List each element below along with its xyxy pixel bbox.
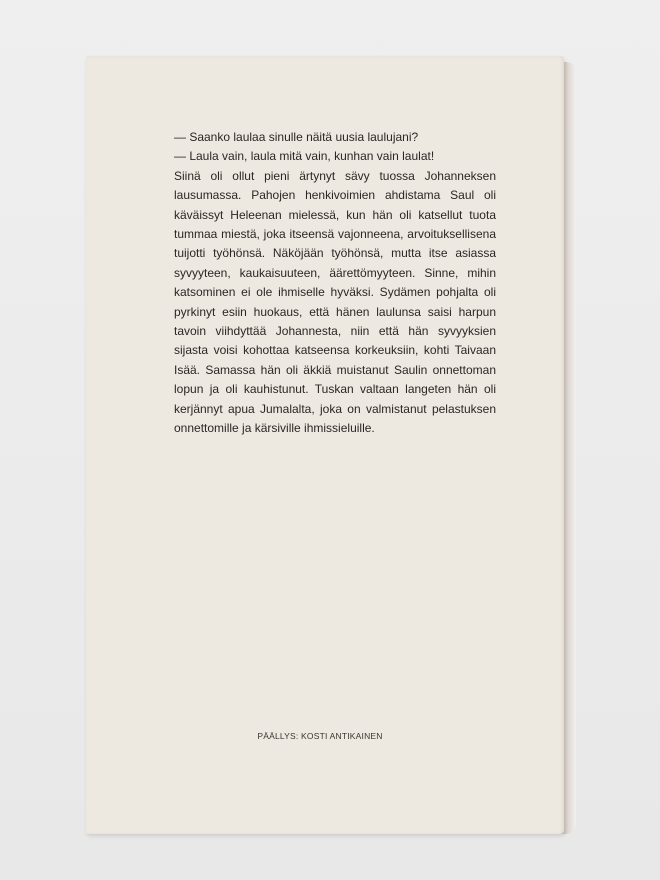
dialogue-line-2: — Laula vain, laula mitä vain, kunhan vain laulat!	[174, 149, 435, 164]
blurb-paragraph: Siinä oli ollut pieni ärtynyt sävy tuossa Johanneksen lausumassa. Pahojen henkivoimien ahdistama Saul oli käväissyt Heleenan mielessä, kun hän oli katsellut tuota tummaa miestä, joka itseensä vajonneena, arvoituksellisena tuijotti työhönsä. Näköjään työhönsä, mutta itse asiassa syvyyteen, kaukaisuuteen, äärettömyyteen. Sinne, mihin katsominen ei ole ihmiselle hyväksi. Sydämen pohjalta oli pyrkinyt esiin huokaus, että hänen laulunsa saisi harpun tavoin viihdyttää Johannesta, niin että hän syvyyksien sijasta voisi kohottaa katseensa korkeuksiin, kohti Taivaan Isää. Samassa hän oli äkkiä muistanut Saulin onnettoman lopun ja oli kauhistunut. Tuskan valtaan langeten hän oli kerjännyt apua Jumalalta, joka on valmistanut pelastuksen onnettomille ja kärsiville ihmissieluille.	[174, 168, 496, 436]
dialogue-line-1: — Saanko laulaa sinulle näitä uusia laulujani?	[174, 130, 419, 144]
cover-credit-text: PÄÄLLYS: KOSTI ANTIKAINEN	[257, 731, 383, 741]
blurb-text-block	[174, 128, 496, 439]
cover-credit	[0, 731, 660, 741]
